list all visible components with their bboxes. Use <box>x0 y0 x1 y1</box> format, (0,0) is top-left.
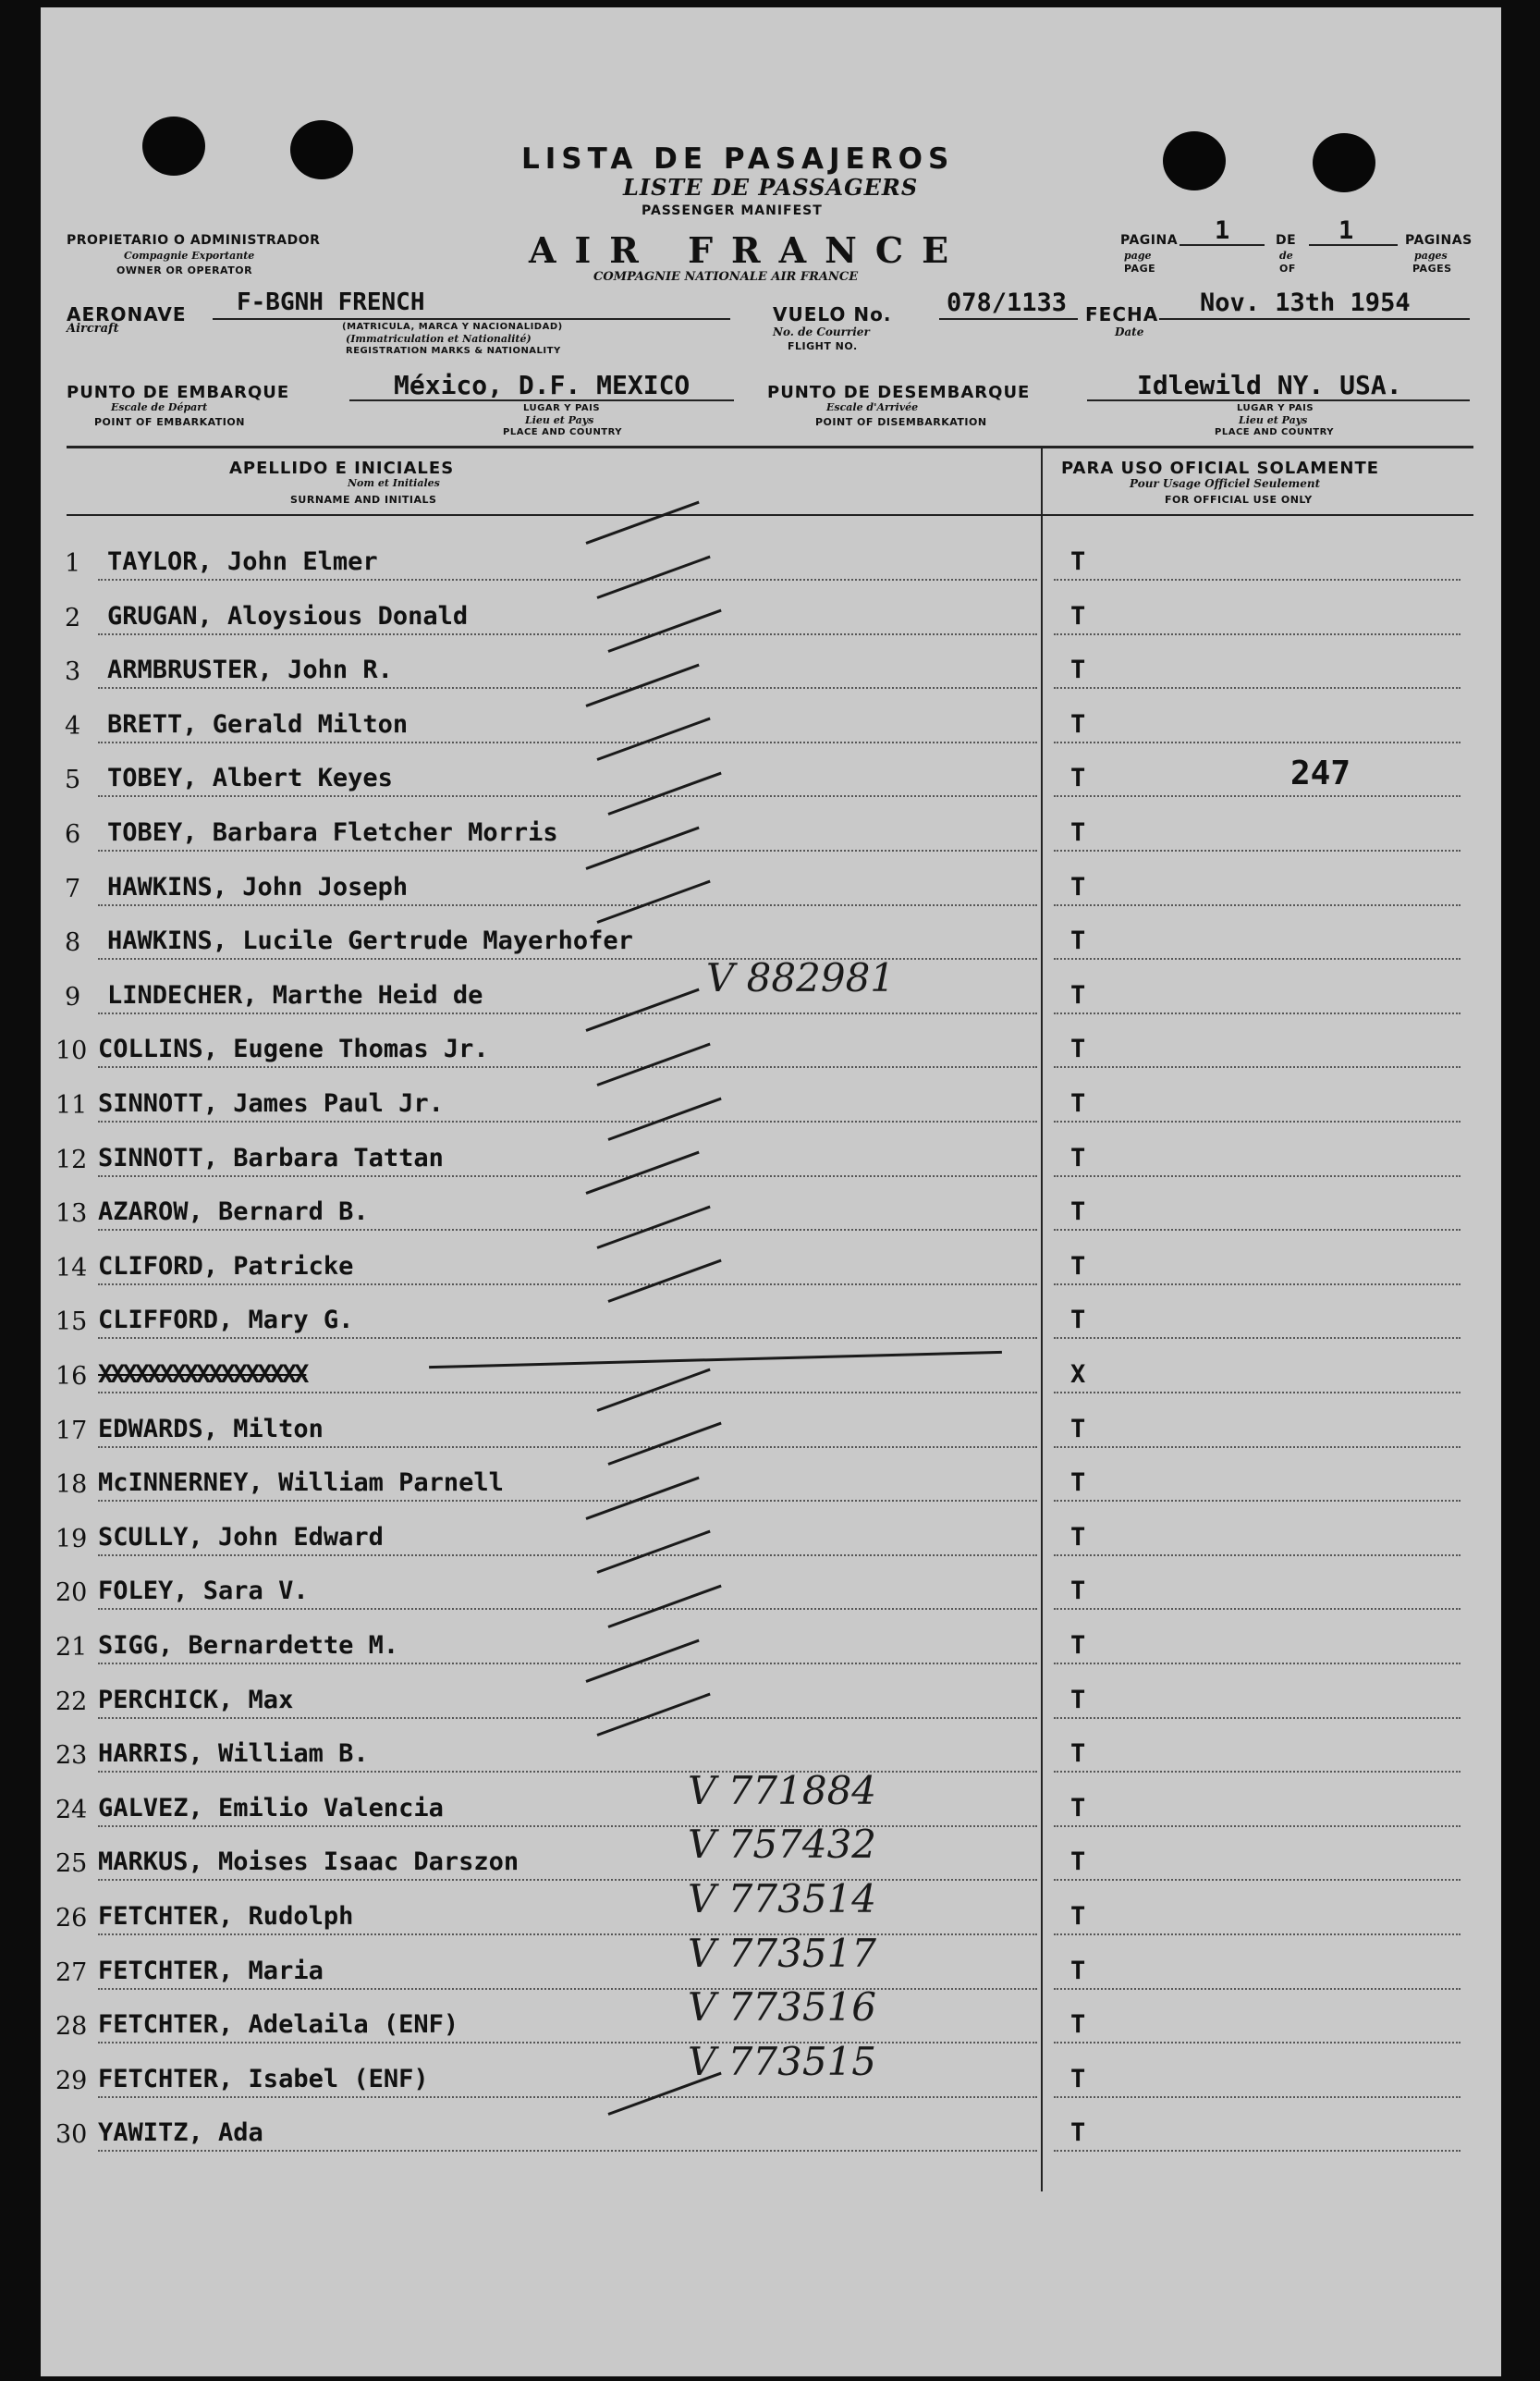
official-mark: T <box>1070 1089 1086 1118</box>
row-number: 20 <box>55 1578 88 1608</box>
check-tick <box>596 1693 710 1737</box>
official-row-rule <box>1054 1663 1461 1664</box>
official-row-rule <box>1054 579 1461 581</box>
row-number: 30 <box>55 2120 88 2150</box>
title-french: LISTE DE PASSAGERS <box>623 174 919 201</box>
row-rule <box>98 1337 1037 1339</box>
official-row-rule <box>1054 958 1461 960</box>
embark-value: México, D.F. MEXICO <box>394 370 691 400</box>
row-number: 24 <box>55 1795 88 1824</box>
official-row-rule <box>1054 1121 1461 1123</box>
check-tick <box>585 1151 699 1195</box>
flight-line <box>939 318 1078 320</box>
official-mark: T <box>1070 547 1086 576</box>
check-tick <box>596 880 710 924</box>
de-label: DE <box>1276 233 1297 248</box>
embark-label: PUNTO DE EMBARQUE <box>67 383 290 402</box>
row-number: 19 <box>55 1524 88 1553</box>
official-mark: T <box>1070 872 1086 902</box>
passenger-name: EDWARDS, Milton <box>98 1414 324 1443</box>
official-row-rule <box>1054 850 1461 852</box>
official-mark: T <box>1070 2010 1086 2040</box>
row-rule <box>98 1933 1037 1935</box>
row-rule <box>98 687 1037 689</box>
paginas-label-en: PAGES <box>1412 263 1452 275</box>
row-rule <box>98 1988 1037 1990</box>
official-mark: T <box>1070 1306 1086 1335</box>
row-rule <box>98 1608 1037 1610</box>
official-row-rule <box>1054 687 1461 689</box>
embark-sub-es: LUGAR Y PAIS <box>523 403 601 413</box>
column-divider <box>1041 446 1043 2191</box>
official-row-rule <box>1054 904 1461 906</box>
disembark-line <box>1087 399 1470 401</box>
passenger-name: YAWITZ, Ada <box>98 2118 263 2148</box>
handwritten-visa-number: V 773515 <box>688 2038 877 2084</box>
official-row-rule <box>1054 1717 1461 1719</box>
passenger-name: HAWKINS, Lucile Gertrude Mayerhofer <box>107 927 633 956</box>
embark-sub-fr: Lieu et Pays <box>525 414 594 426</box>
punch-hole-right-2 <box>1313 133 1375 192</box>
official-mark: T <box>1070 1956 1086 1985</box>
passenger-name: CLIFORD, Patricke <box>98 1251 354 1281</box>
row-number: 5 <box>65 766 81 795</box>
row-rule <box>98 1121 1037 1123</box>
owner-label-fr: Compagnie Exportante <box>124 250 255 262</box>
handwritten-visa-number: V 771884 <box>688 1767 877 1813</box>
row-number: 21 <box>55 1633 88 1662</box>
row-rule <box>98 850 1037 852</box>
date-label: FECHA <box>1085 303 1159 325</box>
passenger-name: AZAROW, Bernard B. <box>98 1197 369 1227</box>
title-spanish: LISTA DE PASAJEROS <box>521 142 955 176</box>
airline-name: AIR FRANCE <box>529 229 968 271</box>
official-row-rule <box>1054 2042 1461 2043</box>
official-mark: T <box>1070 1035 1086 1064</box>
row-number: 29 <box>55 2066 88 2095</box>
handwritten-visa-number: V 757432 <box>688 1822 877 1868</box>
row-rule <box>98 1392 1037 1393</box>
check-tick <box>585 663 699 706</box>
row-number: 28 <box>55 2012 88 2042</box>
row-number: 13 <box>55 1199 88 1229</box>
title-english: PASSENGER MANIFEST <box>642 203 823 218</box>
check-tick <box>596 718 710 761</box>
official-mark: T <box>1070 1685 1086 1714</box>
official-mark: T <box>1070 818 1086 847</box>
official-row-rule <box>1054 1446 1461 1448</box>
row-number: 17 <box>55 1416 88 1445</box>
passenger-name: TOBEY, Barbara Fletcher Morris <box>107 818 558 847</box>
official-row-rule <box>1054 1175 1461 1177</box>
aircraft-line <box>213 318 730 320</box>
official-header-en: FOR OFFICIAL USE ONLY <box>1165 494 1313 506</box>
check-tick <box>596 1043 710 1086</box>
row-rule <box>98 1825 1037 1827</box>
row-number: 12 <box>55 1145 88 1174</box>
page-total-line <box>1309 244 1398 246</box>
official-row-rule <box>1054 1825 1461 1827</box>
row-number: 3 <box>65 657 81 687</box>
official-mark: T <box>1070 2064 1086 2093</box>
punch-hole-left-1 <box>142 117 205 176</box>
official-mark: T <box>1070 1847 1086 1877</box>
embark-sub-en: PLACE AND COUNTRY <box>503 427 623 437</box>
check-tick <box>607 772 721 816</box>
check-tick <box>607 2072 721 2116</box>
handwritten-visa-number: V 773517 <box>688 1930 877 1976</box>
handwritten-visa-number: V 882981 <box>706 954 896 1000</box>
official-mark: X <box>1070 1360 1086 1389</box>
row-number: 25 <box>55 1849 88 1879</box>
row-rule <box>98 2042 1037 2043</box>
official-mark: T <box>1070 1739 1086 1769</box>
handwritten-visa-number: V 773516 <box>688 1984 877 2031</box>
flight-label: VUELO No. <box>773 303 892 325</box>
official-mark: T <box>1070 1902 1086 1931</box>
row-rule <box>98 795 1037 797</box>
owner-label-es: PROPIETARIO O ADMINISTRADOR <box>67 233 321 248</box>
row-rule <box>98 1013 1037 1014</box>
official-row-rule <box>1054 2096 1461 2098</box>
date-value: Nov. 13th 1954 <box>1200 288 1411 317</box>
check-tick <box>596 555 710 598</box>
official-header: PARA USO OFICIAL SOLAMENTE <box>1061 459 1380 478</box>
official-mark: T <box>1070 1468 1086 1498</box>
row-rule <box>98 1066 1037 1068</box>
passenger-name: FETCHTER, Adelaila (ENF) <box>98 2010 459 2040</box>
row-number: 9 <box>65 982 81 1012</box>
row-number: 11 <box>55 1091 88 1120</box>
passenger-name: CLIFFORD, Mary G. <box>98 1306 354 1335</box>
row-number: 8 <box>65 928 81 958</box>
official-row-rule <box>1054 1608 1461 1610</box>
check-tick <box>607 1422 721 1466</box>
passenger-name: PERCHICK, Max <box>98 1685 294 1714</box>
official-mark: T <box>1070 1414 1086 1443</box>
row-number: 15 <box>55 1307 88 1337</box>
passenger-name: XXXXXXXXXXXXXXXXX <box>98 1360 307 1389</box>
official-row-rule <box>1054 1988 1461 1990</box>
disembark-label-en: POINT OF DISEMBARKATION <box>815 416 987 428</box>
aircraft-label: AERONAVE <box>67 303 187 325</box>
passenger-name: GALVEZ, Emilio Valencia <box>98 1793 444 1823</box>
row-number: 7 <box>65 874 81 903</box>
row-number: 22 <box>55 1687 88 1716</box>
disembark-sub-es: LUGAR Y PAIS <box>1237 403 1314 413</box>
flight-label-en: FLIGHT NO. <box>788 340 858 352</box>
embark-label-fr: Escale de Départ <box>111 401 208 413</box>
official-row-rule <box>1054 1013 1461 1014</box>
row-number: 6 <box>65 820 81 849</box>
row-number: 2 <box>65 603 81 632</box>
passenger-name: SINNOTT, Barbara Tattan <box>98 1143 444 1172</box>
row-rule <box>98 1175 1037 1177</box>
de-label-fr: de <box>1279 250 1293 262</box>
names-header-en: SURNAME AND INITIALS <box>290 494 437 506</box>
official-mark: T <box>1070 1577 1086 1606</box>
strike-line <box>429 1351 1002 1368</box>
official-mark: T <box>1070 980 1086 1010</box>
row-number: 26 <box>55 1904 88 1933</box>
official-mark: T <box>1070 709 1086 739</box>
check-tick <box>607 1097 721 1140</box>
check-tick <box>585 501 699 545</box>
passenger-name: GRUGAN, Aloysious Donald <box>107 601 469 631</box>
official-row-rule <box>1054 1771 1461 1773</box>
row-rule <box>98 958 1037 960</box>
row-rule <box>98 1663 1037 1664</box>
passenger-name: FOLEY, Sara V. <box>98 1577 309 1606</box>
page-number: 1 <box>1215 216 1230 245</box>
manifest-sheet <box>41 7 1501 2376</box>
row-number: 16 <box>55 1362 88 1391</box>
passenger-name: COLLINS, Eugene Thomas Jr. <box>98 1035 489 1064</box>
aircraft-label-en: Aircraft <box>67 322 119 336</box>
row-rule <box>98 2096 1037 2098</box>
official-mark: T <box>1070 764 1086 793</box>
row-rule <box>98 1229 1037 1231</box>
passenger-name: MARKUS, Moises Isaac Darszon <box>98 1847 519 1877</box>
passenger-name: TAYLOR, John Elmer <box>107 547 378 576</box>
official-mark: T <box>1070 2118 1086 2148</box>
official-row-rule <box>1054 1392 1461 1393</box>
passenger-name: HARRIS, William B. <box>98 1739 369 1769</box>
row-rule <box>98 1446 1037 1448</box>
punch-hole-left-2 <box>290 120 353 179</box>
check-tick <box>607 609 721 653</box>
row-rule <box>98 1771 1037 1773</box>
aircraft-sub-en: REGISTRATION MARKS & NATIONALITY <box>346 346 561 356</box>
passenger-name: FETCHTER, Maria <box>98 1956 324 1985</box>
official-header-fr: Pour Usage Officiel Seulement <box>1130 477 1321 490</box>
row-rule <box>98 1500 1037 1502</box>
official-row-rule <box>1054 633 1461 635</box>
row-rule <box>98 579 1037 581</box>
official-row-rule <box>1054 1879 1461 1881</box>
de-label-en: OF <box>1279 263 1296 275</box>
embark-line <box>349 399 734 401</box>
aircraft-value: F-BGNH FRENCH <box>237 288 425 316</box>
page-total: 1 <box>1338 216 1354 245</box>
handwritten-visa-number: V 773514 <box>688 1876 877 1921</box>
passenger-name: BRETT, Gerald Milton <box>107 709 409 739</box>
names-header-fr: Nom et Initiales <box>348 477 440 489</box>
check-tick <box>585 1476 699 1519</box>
names-header: APELLIDO E INICIALES <box>229 459 455 478</box>
official-row-rule <box>1054 1066 1461 1068</box>
row-rule <box>98 2150 1037 2152</box>
official-mark: T <box>1070 927 1086 956</box>
official-row-rule <box>1054 2150 1461 2152</box>
official-mark: T <box>1070 656 1086 685</box>
disembark-sub-en: PLACE AND COUNTRY <box>1215 427 1335 437</box>
official-mark: T <box>1070 1793 1086 1823</box>
aircraft-sub-es: (MATRICULA, MARCA Y NACIONALIDAD) <box>342 322 563 332</box>
passenger-name: LINDECHER, Marthe Heid de <box>107 980 483 1010</box>
row-number: 4 <box>65 711 81 741</box>
check-tick <box>596 1530 710 1574</box>
official-mark: T <box>1070 1251 1086 1281</box>
row-rule <box>98 904 1037 906</box>
row-rule <box>98 633 1037 635</box>
airline-subtitle: COMPAGNIE NATIONALE AIR FRANCE <box>593 270 859 284</box>
official-mark: T <box>1070 1631 1086 1660</box>
owner-label-en: OWNER OR OPERATOR <box>116 264 253 276</box>
date-label-fr: Date <box>1115 325 1144 338</box>
flight-label-fr: No. de Courrier <box>773 325 870 338</box>
passenger-name: ARMBRUSTER, John R. <box>107 656 393 685</box>
official-mark: T <box>1070 1143 1086 1172</box>
passenger-name: SINNOTT, James Paul Jr. <box>98 1089 444 1118</box>
disembark-label: PUNTO DE DESEMBARQUE <box>767 383 1031 402</box>
disembark-value: Idlewild NY. USA. <box>1137 370 1402 400</box>
row-rule <box>98 1554 1037 1556</box>
official-row-rule <box>1054 1283 1461 1285</box>
header-rule <box>67 514 1473 516</box>
passenger-name: SCULLY, John Edward <box>98 1522 384 1552</box>
official-mark: T <box>1070 1197 1086 1227</box>
row-number: 1 <box>65 549 81 578</box>
check-tick <box>585 988 699 1032</box>
check-tick <box>596 1368 710 1411</box>
pagina-label: PAGINA <box>1120 233 1179 248</box>
official-mark: T <box>1070 601 1086 631</box>
passenger-name: SIGG, Bernardette M. <box>98 1631 399 1660</box>
pagina-label-en: PAGE <box>1124 263 1156 275</box>
flight-value: 078/1133 <box>947 288 1068 317</box>
check-tick <box>607 1585 721 1628</box>
row-number: 27 <box>55 1958 88 1987</box>
row-rule <box>98 1283 1037 1285</box>
row-number: 23 <box>55 1741 88 1771</box>
official-row-rule <box>1054 795 1461 797</box>
row-number: 14 <box>55 1253 88 1283</box>
passenger-name: TOBEY, Albert Keyes <box>107 764 393 793</box>
passenger-name: HAWKINS, John Joseph <box>107 872 409 902</box>
official-row-rule <box>1054 1229 1461 1231</box>
row-rule <box>98 1879 1037 1881</box>
disembark-label-fr: Escale d'Arrivée <box>826 401 919 413</box>
official-row-rule <box>1054 742 1461 743</box>
official-row-rule <box>1054 1933 1461 1935</box>
passenger-name: FETCHTER, Isabel (ENF) <box>98 2064 429 2093</box>
row-number: 18 <box>55 1470 88 1500</box>
row-number: 10 <box>55 1037 88 1066</box>
row-rule <box>98 1717 1037 1719</box>
row-rule <box>98 742 1037 743</box>
official-mark: T <box>1070 1522 1086 1552</box>
official-row-rule <box>1054 1337 1461 1339</box>
disembark-sub-fr: Lieu et Pays <box>1239 414 1308 426</box>
paginas-label-fr: pages <box>1414 250 1448 262</box>
passenger-name: FETCHTER, Rudolph <box>98 1902 354 1931</box>
check-tick <box>607 1259 721 1303</box>
official-note: 247 <box>1290 755 1351 792</box>
date-line <box>1159 318 1470 320</box>
passenger-name: McINNERNEY, William Parnell <box>98 1468 504 1498</box>
pagina-label-fr: page <box>1124 250 1152 262</box>
paginas-label: PAGINAS <box>1405 233 1473 248</box>
page-number-line <box>1179 244 1265 246</box>
table-top-rule <box>67 446 1473 448</box>
check-tick <box>585 1638 699 1682</box>
punch-hole-right-1 <box>1163 131 1226 190</box>
official-row-rule <box>1054 1554 1461 1556</box>
official-row-rule <box>1054 1500 1461 1502</box>
check-tick <box>596 1205 710 1248</box>
check-tick <box>585 826 699 869</box>
aircraft-sub-fr: (Immatriculation et Nationalité) <box>346 333 532 345</box>
embark-label-en: POINT OF EMBARKATION <box>94 416 245 428</box>
